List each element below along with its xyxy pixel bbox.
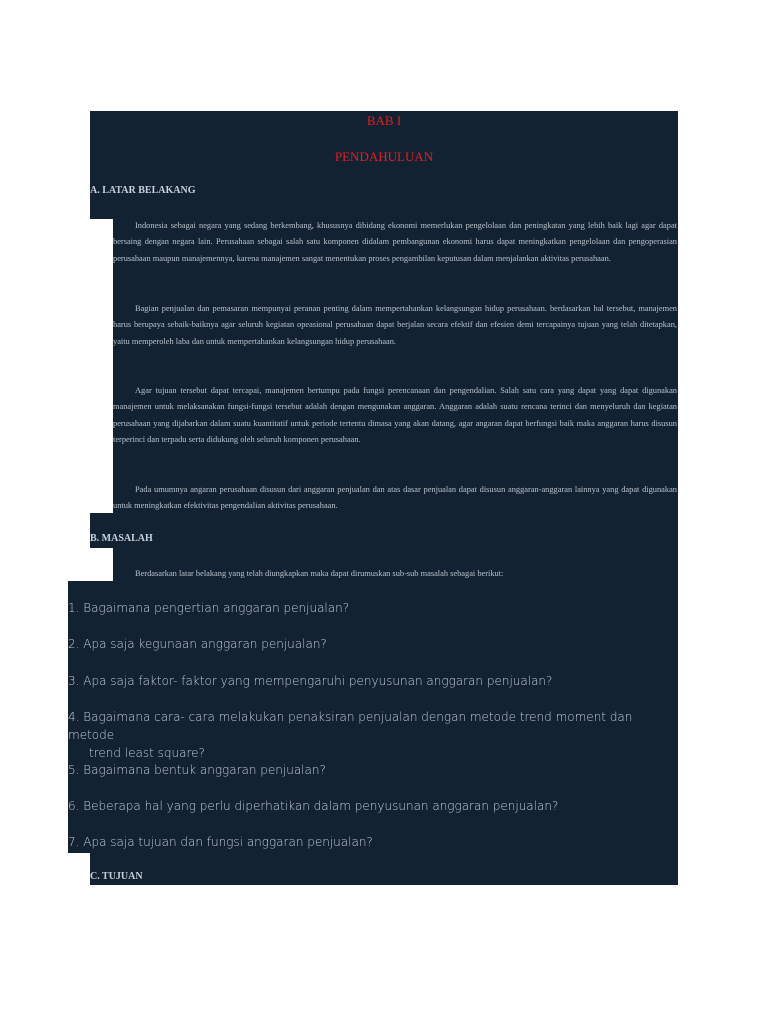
list-item: 5. Bagaimana bentuk anggaran penjualan? [68,763,326,777]
paragraph: Indonesia sebagai negara yang sedang berkembang, khususnya dibidang ekonomi memerlukan pengelolaan dan peningkatan yang lebih baik lagi agar dapat bersaing dengan negara lain. Perusahaan sebagai salah satu komponen didalam pembangunan ekonomi harus dapat meningkatkan pengelolaan dan pengoperasian perusahaan maupun manajemennya, karena manajemen sangat menentukan proses pengambilan keputusan dalam menjalankan aktivitas perusahaan. [113,221,677,263]
paragraph: Agar tujuan tersebut dapat tercapai, manajemen bertumpu pada fungsi perencanaan dan pengendalian. Salah satu cara yang dapat yang dapat digunakan manajemen untuk melaksanakan fungsi-fungsi tersebut adalah dengan mengunakan anggaran. Anggaran adalah suatu rencana terinci dan menyeluruh dan kegiatan perusahaan yang dijabarkan dalam suatu kuantitatif untuk periode tertentu dimasa yang akan datang, agar angaran dapat berfungsi baik maka anggaran harus disusun terperinci dan terpadu serta didukung oleh seluruh komponen perusahaan. [113,386,677,445]
paragraph: Bagian penjualan dan pemasaran mempunyai peranan penting dalam mempertahankan kelangsungan hidup perusahaan. berdasarkan hal tersebut, manajemen harus berupaya sebaik-baiknya agar seluruh kegiatan opeasional perusahaan dapat berjalan secara efektif dan efesien demi tercapainya tujuan yang telah ditetapkan, yaitu memperoleh laba dan untuk mempertahankan kelangsungan hidup perusahaan. [113,304,677,346]
section-b-heading: B. MASALAH [90,533,153,544]
section-a-heading: A. LATAR BELAKANG [90,185,196,196]
section-b-intro: Berdasarkan latar belakang yang telah diungkapkan maka dapat dirumuskan sub-sub masalah sebagai berikut: [135,569,504,578]
chapter-title: PENDAHULUAN [334,149,434,164]
list-item: 7. Apa saja tujuan dan fungsi anggaran penjualan? [68,835,373,849]
list-item: 4. Bagaimana cara- cara melakukan penaksiran penjualan dengan metode trend moment dan metode trend least square? [68,708,678,762]
section-c-heading: C. TUJUAN [90,871,143,882]
list-item: 2. Apa saja kegunaan anggaran penjualan? [68,637,327,651]
list-item: 1. Bagaimana pengertian anggaran penjualan? [68,601,350,615]
page-margin-notch [90,219,113,513]
list-item: 6. Beberapa hal yang perlu diperhatikan dalam penyusunan anggaran penjualan? [68,799,559,813]
list-item: 3. Apa saja faktor- faktor yang mempengaruhi penyusunan anggaran penjualan? [68,674,553,688]
list-item-continuation: trend least square? [89,746,205,760]
page-margin-notch-b [90,548,113,581]
paragraph: Pada umumnya angaran perusahaan disusun dari anggaran penjualan dan atas dasar penjualan dapat disusun anggaran-anggaran lainnya yang dapat digunakan untuk meningkatkan efektivitas pengendalian aktivitas perusahaan. [113,485,677,511]
chapter-number: BAB I [366,113,402,128]
